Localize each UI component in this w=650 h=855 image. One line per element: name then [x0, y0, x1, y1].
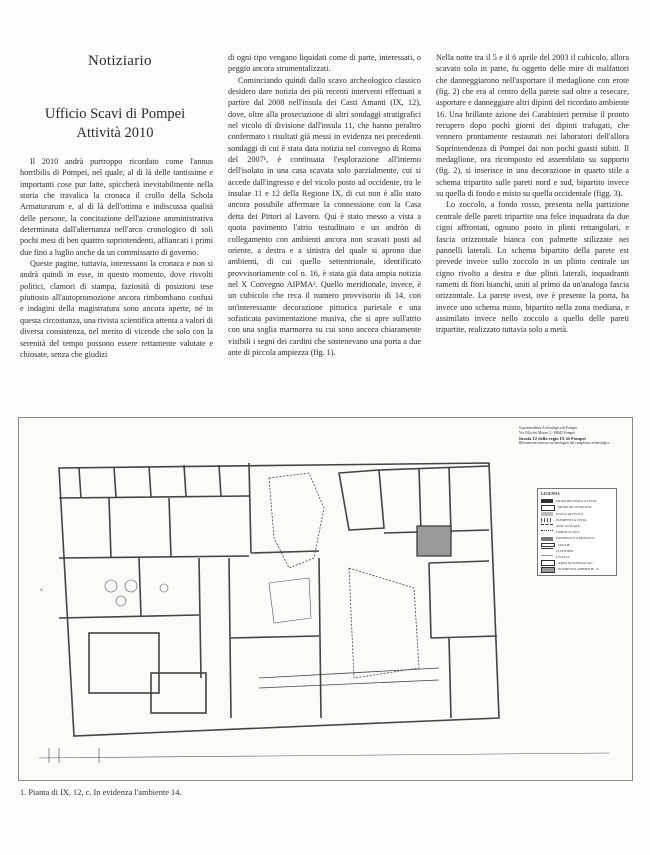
- plan-header-title: Insula 12 della regio IX di Pompei: [519, 436, 586, 441]
- legend-item: SOGLIE: [541, 542, 613, 548]
- paragraph: Il 2010 andrà purtroppo ricordato come l'annus horribilis di Pompei, nel quale, al di là delle tantissime e importanti cose pur fatte, spiccherà inevitabilmente nella storia che travalica la cronaca il crollo della Schola Armaturarum e, al di là dell'ottima e indiscussa qualità delle persone, la concitazione dell'azione amministrativa determinata dall'alternanza nell'arco cronologico di soli pochi mesi di ben quattro soprintendenti, affiancati i primi due fino a luglio anche da un commissario di governo.: [20, 157, 213, 257]
- text-column-3: [436, 52, 629, 336]
- legend-item: AREA DI SONDAGGIO: [541, 560, 613, 566]
- plan-legend: [537, 488, 617, 576]
- legend-swatch: [541, 530, 553, 535]
- north-label: N: [39, 588, 44, 592]
- plan-header: [519, 426, 627, 446]
- street: [259, 668, 439, 688]
- legend-swatch: [541, 560, 555, 566]
- well-mark: [105, 580, 117, 592]
- text-column-1: [20, 156, 213, 360]
- excavated-area: [349, 568, 419, 678]
- excavated-area: [269, 473, 324, 568]
- site-plan-figure: [18, 417, 633, 781]
- legend-item: ELEMENTI A VISTA: [541, 517, 613, 523]
- paragraph: Queste pagine, tuttavia, interessano la cronaca e non si andrà quindi in esse, in questo momento, dove risvolti politici, clamori di stampa, faziosità di posizioni tese piuttosto all'autopromozione ancora rimbombano confusi e indagini della magistratura sono ancora aperte, né in questa circostanza, una rivista scientifica attenta a valori di diversa consistenza, nel merito di vicende che solo con la serenità del tempo possono essere rettamente valutate e chiosate, senza che giudizi: [20, 259, 214, 359]
- legend-swatch: [541, 499, 553, 503]
- section-title: Notiziario: [88, 53, 152, 69]
- legend-item: ELEMENTO AMBIENTE 14: [541, 566, 613, 572]
- room-walls: [429, 561, 497, 718]
- area-outline: [269, 578, 311, 623]
- plan-header-line: Soprintendenza Archeologica di Pompei: [519, 426, 577, 430]
- paragraph: Nella notte tra il 5 e il 6 aprile del 2003 il cubicolo, allora scavato solo in parte, fu oggetto delle mire di malfattori che danneggiarono nell'asportare il medaglione con erote (fig. 2) che era al centro della parete sud oltre a resecare, asportare e danneggiare altri dipinti del ricordato ambiente 16. Una brillante azione dei Carabinieri permise il pronto recupero dopo pochi giorni dei dipinti trafugati, che vennero prontamente restaurati nei laboratori dell'allora Soprintendenza di Pompei dai non pochi guasti subiti. Il medaglione, ora ricomposto ed assemblato su supporto (fig. 2), si inserisce in una decorazione in quarto stile a schema tripartito sulle pareti nord e sud, bipartito invece su quella di fondo e misto su quella occidentale (figg. 3).: [436, 53, 629, 199]
- well-mark: [116, 596, 126, 606]
- legend-item: ASSE ATTUALE: [541, 523, 613, 529]
- room-walls: [339, 470, 384, 530]
- insula-outline: [59, 463, 499, 736]
- figure-caption: 1. Pianta di IX, 12, c. In evidenza l'ambiente 14.: [20, 788, 182, 797]
- scale-baseline: [39, 753, 609, 758]
- legend-swatch: [541, 512, 553, 516]
- legend-swatch: [541, 518, 553, 522]
- room-walls: [379, 466, 489, 533]
- legend-title: LEGENDA: [541, 492, 560, 496]
- legend-swatch: [541, 567, 555, 573]
- site-plan-drawing: [19, 418, 632, 780]
- legend-swatch: [541, 537, 553, 541]
- plan-header-line: Via Villa dei Misteri 2 - 80045 Pompei: [519, 431, 575, 435]
- legend-swatch: [541, 548, 553, 553]
- legend-item: PAVIMENTO A MOSAICO: [541, 535, 613, 541]
- legend-item: CONTORNI: [541, 548, 613, 554]
- text-column-2: [228, 52, 421, 358]
- paragraph: Cominciando quindi dallo scavo archeologico classico desidero dare notizia dei più recenti interventi effettuati a partire dal 2008 nell'insula dei Casti Amanti (IX, 12), dove, oltre alla prosecuzione di altri sondaggi stratigrafici nel vicolo di divisione dall'insula 11, che hanno peraltro confermato i risultati già messi in evidenza nei precedenti sondaggi di cui è stata data notizia nel convegno di Roma del 2007¹, è continuata l'esplorazione all'interno dell'isolato in una casa scavata solo parzialmente, cui si accede dall'ingresso e del vicolo posto ad occidente, tra le insulae 11 e 12 della Regione IX, di cui non è allo stato ancora possibile affermare la connessione con la Casa detta dei Pittori al Lavoro. Qui è stato messo a vista a quota pavimento l'atrio testudinato e un andròn di collegamento con ambienti ancora non scavati posti ad oriente, a destra e a sinistra del quale si aprono due ambienti, di cui quello settentrionale, identificato provvisoriamente col n. 16, è stata già data ampia notizia nel X Convegno AIPMA². Quello meridionale, invece, è un cubicolo che reca il numero provvisorio di 14, con un'interessante decorazione pittorica parietale e una sofisticata pavimentazione musiva, che si apre sull'atrio con una soglia marmorea su cui sono ancora chiaramente visibili i segni dei cardini che sostenevano una porta a due ante di piccola ampiezza (fig. 1).: [228, 75, 421, 357]
- room-walls: [59, 558, 201, 678]
- legend-swatch: [541, 555, 553, 560]
- legend-item: SCAVO ATTIVITÀ: [541, 511, 613, 517]
- legend-item: LIVELLI: [541, 554, 613, 560]
- article-title: [20, 105, 210, 143]
- well-mark: [125, 580, 137, 592]
- legend-item: MURO RILEVATO A VISTA: [541, 498, 613, 504]
- room-peristyle: [89, 633, 159, 693]
- legend-swatch: [541, 524, 553, 529]
- plan-header-subtitle: Rilevamento metrico-archeologico del complesso archeologico: [519, 441, 610, 445]
- paragraph: di ogni tipo vengano liquidati come di parte, interessati, o peggio ancora strumentalizzati.: [228, 53, 421, 74]
- room-14-highlight: [417, 526, 451, 556]
- paragraph: Lo zoccolo, a fondo rosso, presenta nella partizione centrale delle pareti tripartite una felce inquadrata da due cigni affrontati, ognuno posto in plinti rettangolari, e fascia orizzontale bianca con palmette stilizzate nei pannelli laterali. Lo schema bipartito della parete est prevede invece sullo zoccolo in un plinto centrale un cigno rivolto a destra e due plinti laterali, inquadranti rametti di fiori bianchi, uniti al primo da un'analoga fascia orizzontale. La parete ovest, ove è presente la porta, ha invece uno schema misto, bipartito nella zona mediana, e assimilato invece nello zoccolo a quello delle pareti tripartite, realizzato tuttavia solo a metà.: [436, 200, 629, 335]
- legend-swatch: [541, 505, 555, 511]
- article-title-line1: Ufficio Scavi di Pompei: [44, 106, 186, 122]
- room-walls: [59, 465, 249, 498]
- well-mark: [160, 584, 168, 592]
- legend-swatch: [541, 543, 555, 547]
- room-walls: [59, 498, 249, 558]
- legend-item: LIMITE SCAVO: [541, 529, 613, 535]
- article-title-line2: Attività 2010: [76, 125, 154, 141]
- legend-item: MURO RICOSTRUITO: [541, 504, 613, 510]
